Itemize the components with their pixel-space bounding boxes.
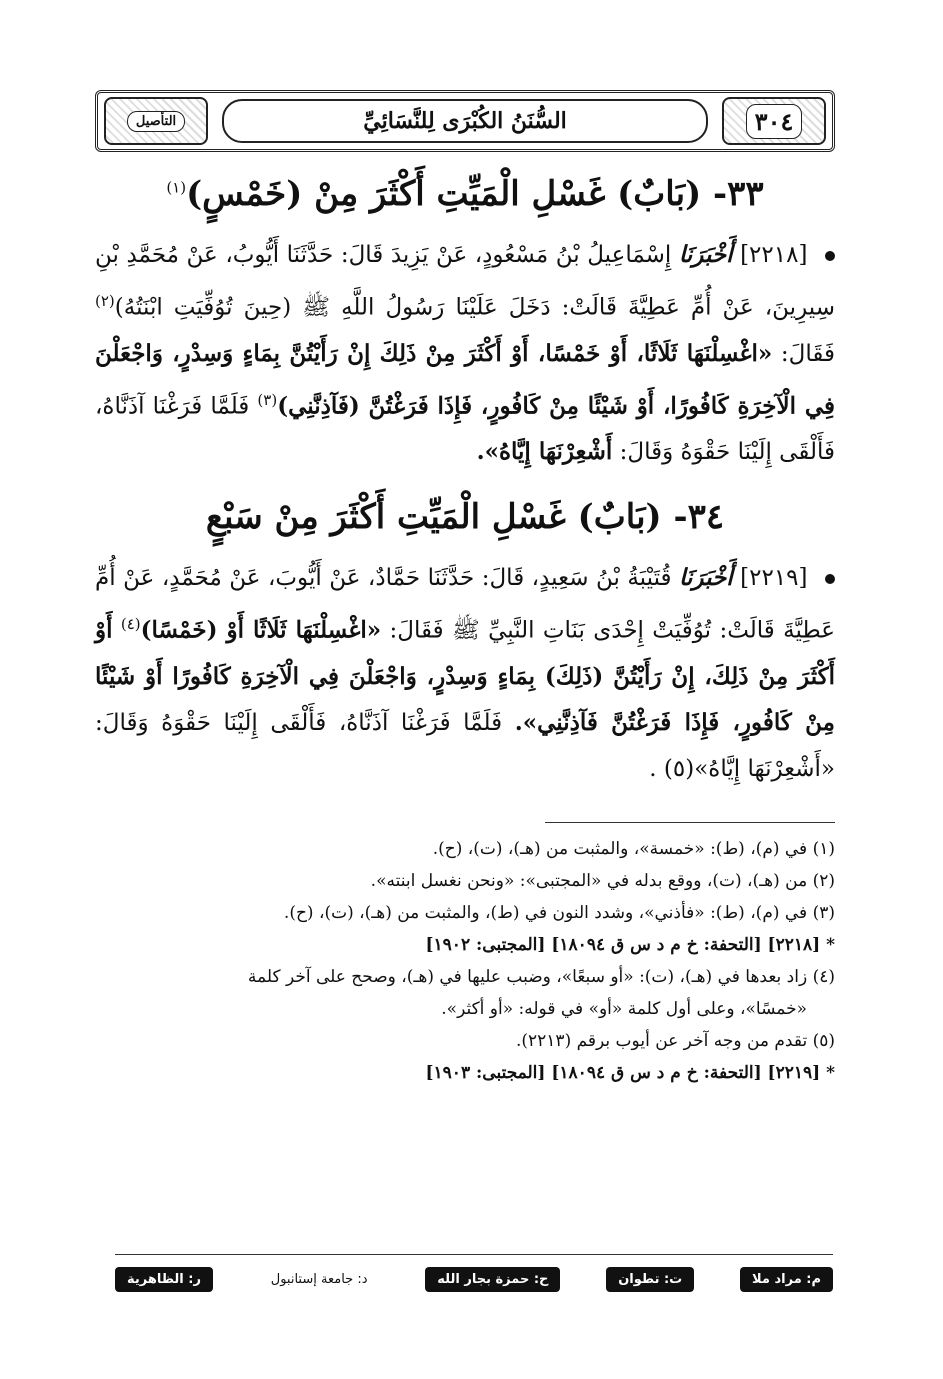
- siglum-tag-t: ت: تطوان: [606, 1267, 694, 1292]
- section-heading-33: ٣٣- (بَابٌ) غَسْلِ الْمَيِّتِ أَكْثَرَ مِنْ (خَمْسٍ)$^{(١)}$: [166, 174, 764, 214]
- siglum-tag-m: م: مراد ملا: [740, 1267, 833, 1292]
- logo-text: التأصيل: [127, 111, 185, 132]
- hadith-number: [٢٢١٩]: [740, 565, 808, 592]
- prophetic-speech: «اغْسِلْنَهَا ثَلَاثًا أَوْ (خَمْسًا): [140, 616, 382, 644]
- siglum-tag-d: د: جامعة إستانبول: [270, 1271, 368, 1287]
- footnote-ref: (٢): [95, 292, 115, 310]
- book-title: السُّنَنُ الكُبْرَى لِلنَّسَائِيِّ: [222, 99, 708, 143]
- bullet-icon: [825, 251, 835, 261]
- takhrij-2219: * [٢٢١٩] [التحفة: خ م د س ق ١٨٠٩٤] [المجتبى: ١٩٠٣]: [425, 1062, 835, 1083]
- page-number-box: [722, 97, 826, 145]
- takhrij-2218: * [٢٢١٨] [التحفة: خ م د س ق ١٨٠٩٤] [المجتبى: ١٩٠٢]: [425, 934, 835, 955]
- siglum-tag-r: ر: الظاهرية: [115, 1267, 213, 1292]
- akhbarana-word: أَخْبَرَنَا: [678, 564, 733, 592]
- running-header: [95, 90, 835, 152]
- bullet-icon: [825, 574, 835, 584]
- footnote-separator: [545, 822, 835, 823]
- page-number: ٣٠٤: [746, 104, 803, 139]
- hadith-2218: [٢٢١٨] أَخْبَرَنَا إِسْمَاعِيلُ بْنُ مَسْعُودٍ، عَنْ يَزِيدَ قَالَ: حَدَّثَنَا أَيُّوبُ، عَنْ مُحَمَّدِ بْنِ سِيرِينَ، عَنْ أُمِّ عَطِيَّةَ قَالَتْ: دَخَلَ عَلَيْنَا رَسُولُ اللَّهِ ﷺ (حِينَ تُوُفِّيَتِ ابْنَتُهُ)$^{(٢)}$ فَقَالَ: «اغْسِلْنَهَا ثَلَاثًا، أَوْ خَمْسًا، أَوْ أَكْثَرَ مِنْ ذَلِكَ إِنْ رَأَيْتُنَّ بِمَاءٍ وَسِدْرٍ، وَاجْعَلْنَ فِي الْآخِرَةِ كَافُورًا، أَوْ شَيْئًا مِنْ كَافُورٍ، فَإِذَا فَرَغْتُنَّ (فَآذِنَّنِي)$^{(٣)}$ فَلَمَّا فَرَغْنَا آذَنَّاهُ، فَأَلْقَى إِلَيْنَا حَقْوَهُ وَقَالَ: أَشْعِرْنَهَا إِيَّاهُ».: [95, 241, 836, 466]
- hadith-number: [٢٢١٨]: [740, 242, 808, 268]
- footnote-5: (٥) تقدم من وجه آخر عن أيوب برقم (٢٢١٣).: [515, 1030, 835, 1051]
- hadith-2219: [٢٢١٩] أَخْبَرَنَا قُتَيْبَةُ بْنُ سَعِيدٍ، قَالَ: حَدَّثَنَا حَمَّادٌ، عَنْ أَيُّوبَ، عَنْ مُحَمَّدٍ، عَنْ أُمِّ عَطِيَّةَ قَالَتْ: تُوُفِّيَتْ إِحْدَى بَنَاتِ النَّبِيِّ ﷺ فَقَالَ: «اغْسِلْنَهَا ثَلَاثًا أَوْ (خَمْسًا)$^{(٤)}$ أَوْ أَكْثَرَ مِنْ ذَلِكَ، إِنْ رَأَيْتُنَّ (ذَلِكَ) بِمَاءٍ وَسِدْرٍ، وَاجْعَلْنَ فِي الْآخِرَةِ كَافُورًا أَوْ شَيْئًا مِنْ كَافُورٍ، فَإِذَا فَرَغْتُنَّ فَآذِنَّنِي». فَلَمَّا فَرَغْنَا آذَنَّاهُ، فَأَلْقَى إِلَيْنَا حَقْوَهُ وَقَالَ: «أَشْعِرْنَهَا إِيَّاهُ»(٥) .: [95, 564, 836, 782]
- footer-separator: [115, 1254, 833, 1255]
- footnote-1: (١) في (م)، (ط): «خمسة»، والمثبت من (هـ)، (ت)، (ح).: [432, 838, 835, 859]
- footnote-4-cont: «خمسًا»، وعلى أول كلمة «أو» في قوله: «أو أكثر».: [441, 998, 807, 1019]
- prophetic-speech: «اغْسِلْنَهَا ثَلَاثًا، أَوْ خَمْسًا، أَوْ أَكْثَرَ مِنْ ذَلِكَ إِنْ رَأَيْتُنَّ بِمَاءٍ وَسِدْرٍ، وَاجْعَلْنَ فِي الْآخِرَةِ كَافُورًا، أَوْ شَيْئًا مِنْ كَافُورٍ، فَإِذَا فَرَغْتُنَّ (فَآذِنَّنِي): [95, 339, 835, 420]
- publisher-logo: [104, 97, 208, 145]
- footnote-4: (٤) زاد بعدها في (هـ)، (ت): «أو سبعًا»، وضبب عليها في (هـ)، وصحح على آخر كلمة: [247, 966, 835, 987]
- footnote-ref: (١): [166, 178, 187, 197]
- page: [95, 90, 835, 1089]
- section-heading-34: ٣٤- (بَابٌ) غَسْلِ الْمَيِّتِ أَكْثَرَ مِنْ سَبْعٍ: [205, 497, 725, 538]
- footnotes: [95, 833, 835, 1089]
- akhbarana-word: أَخْبَرَنَا: [678, 241, 733, 268]
- footnote-2: (٢) من (هـ)، (ت)، ووقع بدله في «المجتبى»: «ونحن نغسل ابنته».: [370, 870, 835, 891]
- siglum-tag-h: ح: حمزة بجار الله: [425, 1267, 560, 1292]
- footnote-3: (٣) في (م)، (ط): «فأذني»، وشدد النون في (ط)، والمثبت من (هـ)، (ت)، (ح).: [283, 902, 835, 923]
- footnote-ref: (٣): [257, 390, 278, 409]
- prophetic-speech: أَشْعِرْنَهَا إِيَّاهُ».: [476, 438, 613, 466]
- prophetic-speech: أَوْ أَكْثَرَ مِنْ ذَلِكَ، إِنْ رَأَيْتُنَّ (ذَلِكَ) بِمَاءٍ وَسِدْرٍ، وَاجْعَلْنَ فِي الْآخِرَةِ كَافُورًا أَوْ شَيْئًا مِنْ كَافُورٍ، فَإِذَا فَرَغْتُنَّ فَآذِنَّنِي».: [95, 616, 835, 736]
- footnote-ref: (٤): [120, 615, 141, 634]
- manuscript-sigla-footer: [115, 1262, 833, 1296]
